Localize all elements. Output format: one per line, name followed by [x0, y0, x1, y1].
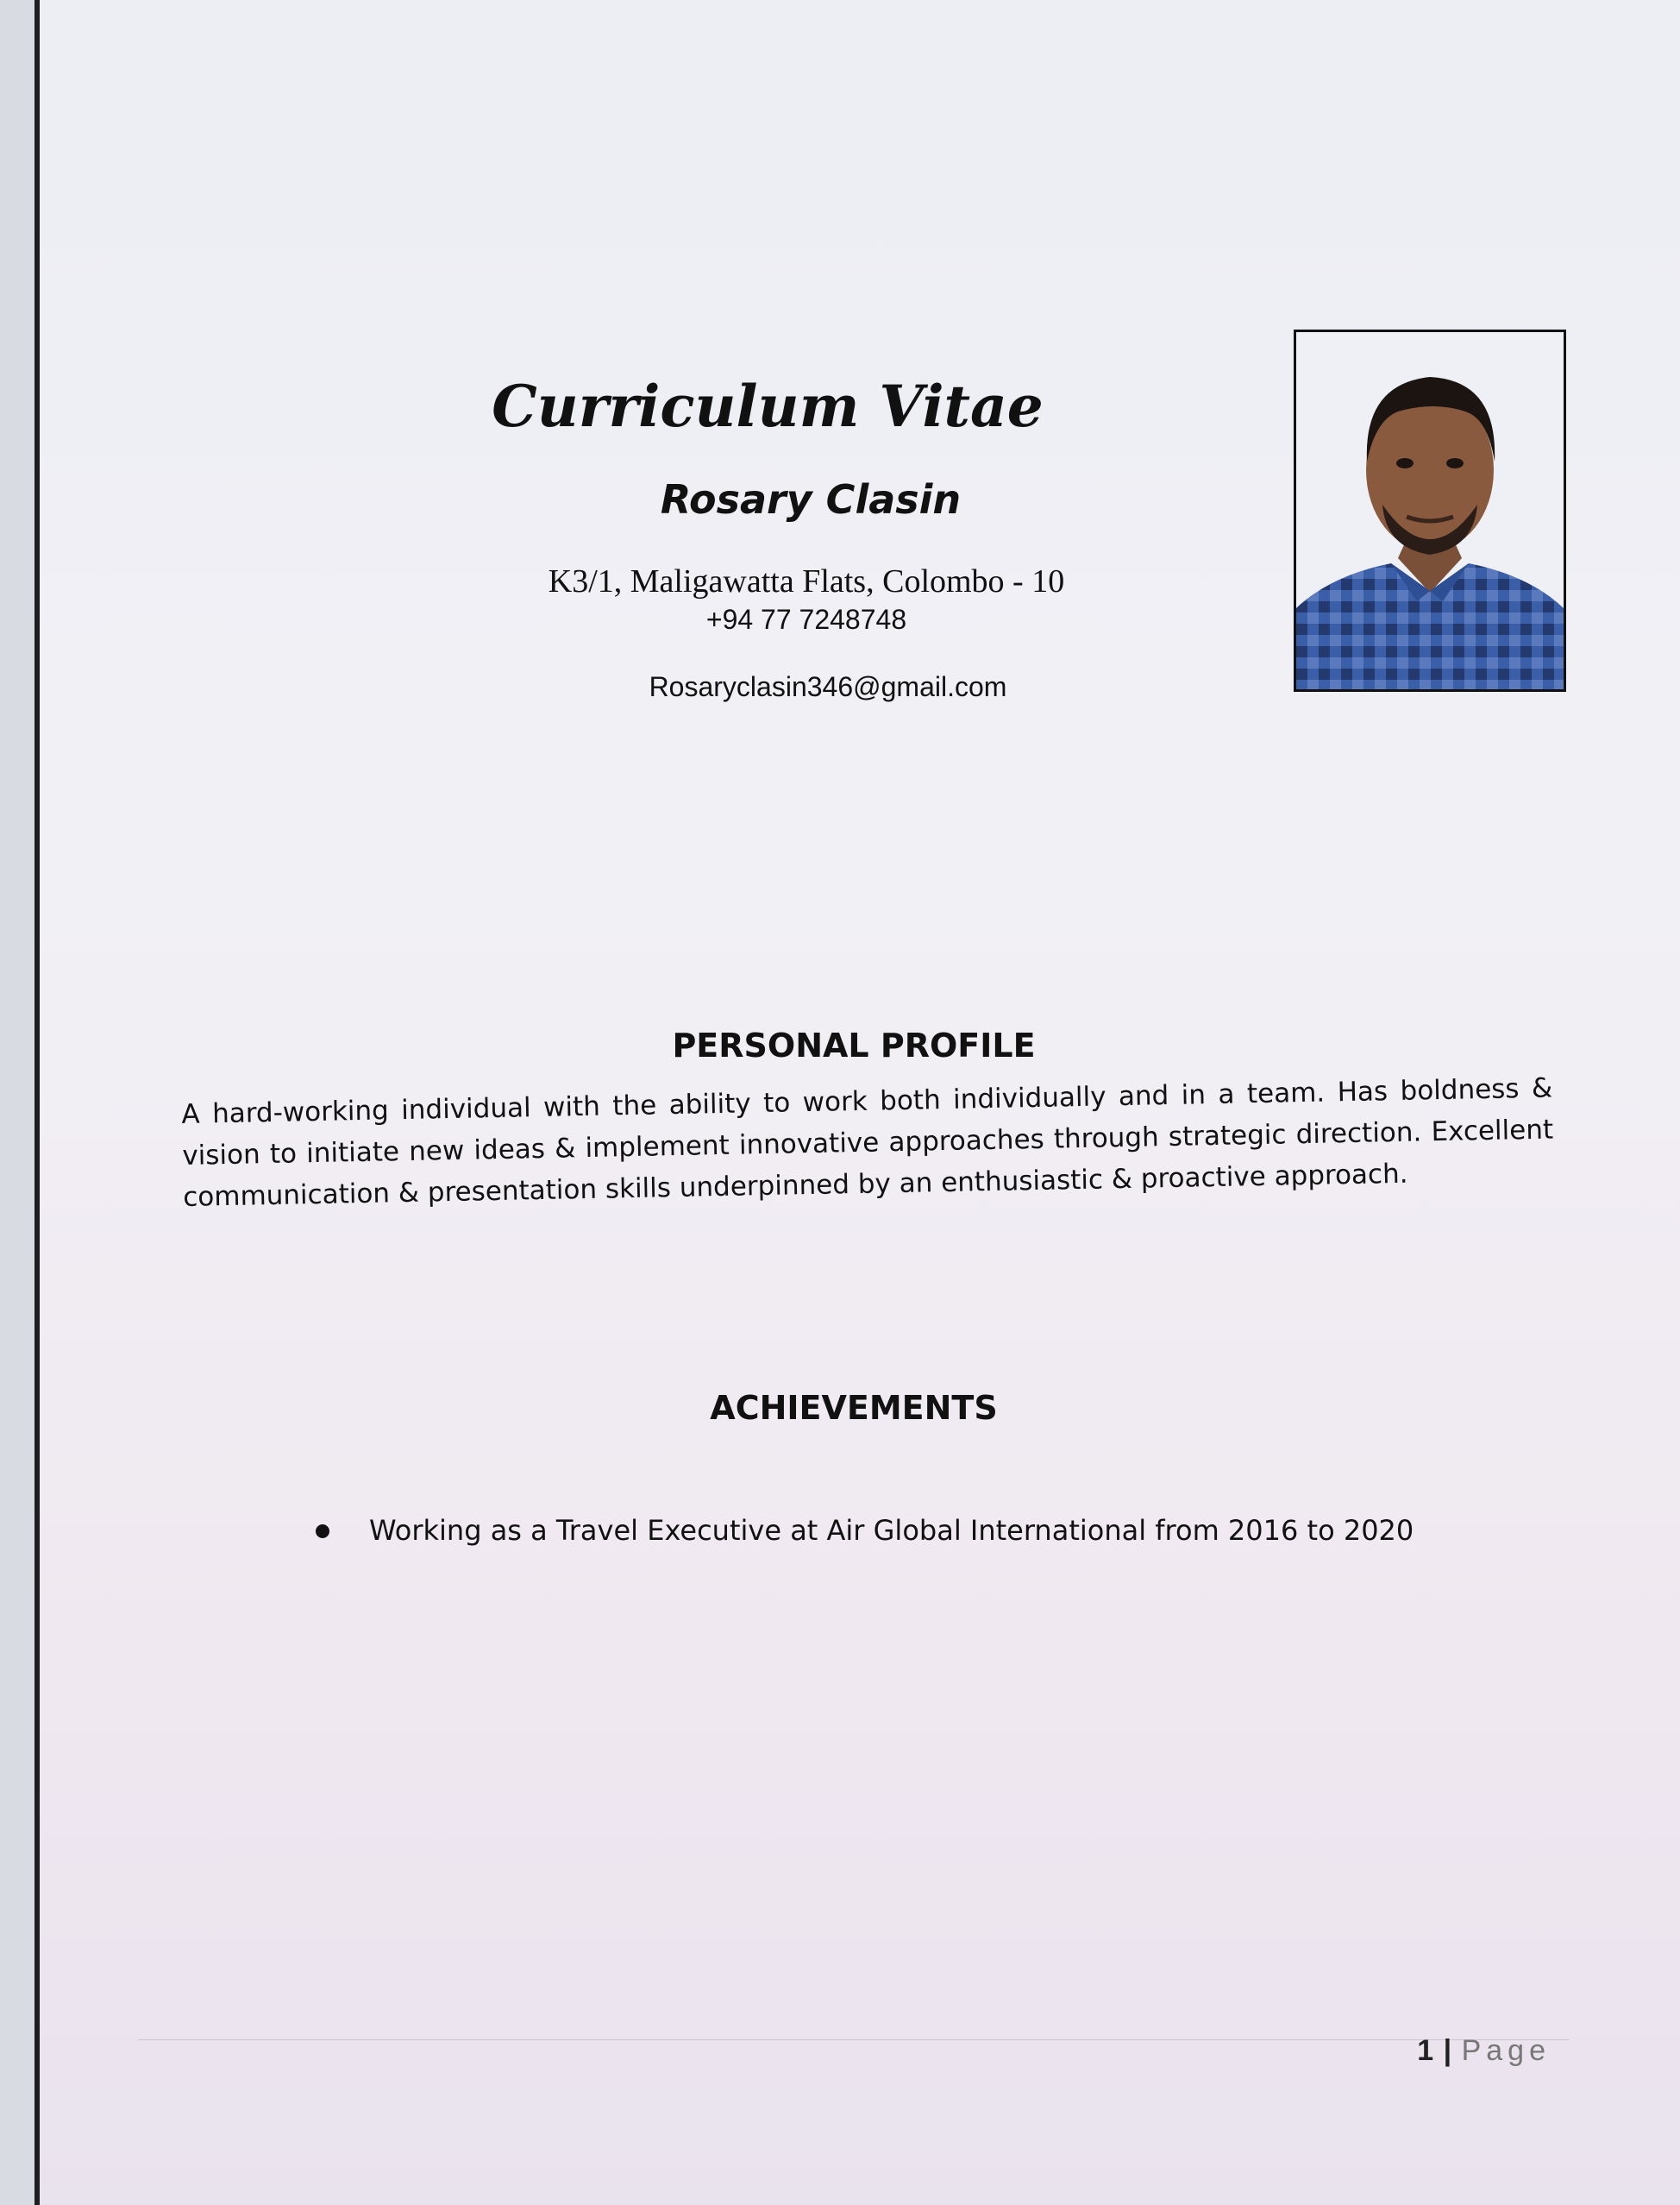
footer-divider: [138, 2039, 1570, 2040]
page-number-value: 1: [1417, 2034, 1435, 2067]
achievement-text: Working as a Travel Executive at Air Global International from 2016 to 2020: [369, 1514, 1414, 1547]
personal-profile-heading: PERSONAL PROFILE: [672, 1027, 1036, 1065]
achievements-heading: ACHIEVEMENTS: [710, 1389, 998, 1427]
candidate-email: Rosaryclasin346@gmail.com: [649, 671, 1007, 702]
document-title: Curriculum Vitae: [492, 373, 1044, 440]
page-label: Page: [1461, 2034, 1551, 2067]
portrait-illustration: [1296, 332, 1564, 689]
candidate-phone: +94 77 7248748: [705, 604, 907, 635]
candidate-address: K3/1, Maligawatta Flats, Colombo - 10: [548, 563, 1065, 600]
candidate-name: Rosary Clasin: [660, 476, 962, 523]
profile-photo: [1294, 330, 1566, 692]
page-number: [1417, 2034, 1551, 2068]
list-item: [310, 1514, 1518, 1547]
personal-profile-text: A hard-working individual with the ability to work both individually and in a team. Has boldness & vision to initiate new ideas & implement innovative approaches through strategic direction. Excellent communication & presentation skills underpinned by an enthusiastic & proactive approach.: [181, 1072, 1554, 1213]
achievements-list: [310, 1514, 1518, 1547]
page-number-separator: |: [1443, 2034, 1453, 2067]
bullet-icon: [316, 1524, 329, 1538]
